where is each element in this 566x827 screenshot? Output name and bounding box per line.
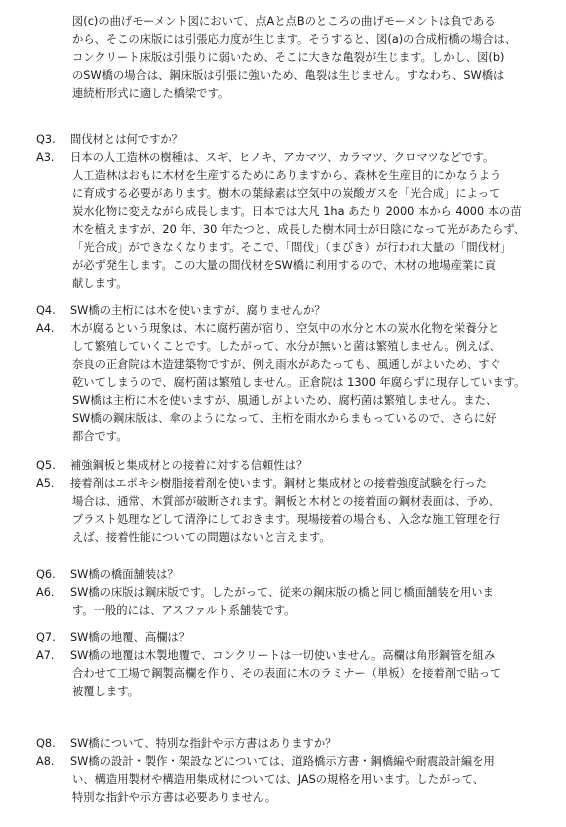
answer-line: ブラスト処理などして清浄にしておきます。現場接着の場合も、入念な施工管理を行 bbox=[72, 513, 501, 526]
question-text: SW橋の主桁には木を使いますが、腐りませんか？ bbox=[70, 304, 326, 317]
answer-line: 「光合成」ができなくなります。そこで、「間伐」（まびき）が行われ大量の「間伐材」 bbox=[72, 241, 512, 254]
answer-first-line bbox=[0, 149, 566, 167]
answer-line: 炭水化物に変えながら成長します。日本では大凡 1ha あたり 2000 本から 4000 本の苗 bbox=[72, 205, 522, 218]
answer-text: 木が腐るという現象は、木に腐朽菌が宿り、空気中の水分と木の炭水化物を栄養分と bbox=[70, 322, 500, 335]
answer-line: 奈良の正倉院は木造建築物ですが、例え雨水があたっても、風通しがよいため、すぐ bbox=[72, 358, 501, 371]
answer-first-line bbox=[0, 647, 566, 665]
answer-label: A4. bbox=[36, 322, 55, 335]
question-label: Q5. bbox=[36, 459, 56, 472]
answer-text: SW橋の地覆は木製地覆で、コンクリートは一切使いません。高欄は角形鋼管を組み bbox=[70, 649, 496, 662]
intro-line: 図(c)の曲げモーメント図において、点Aと点Bのところの曲げモーメントは負である bbox=[72, 15, 496, 28]
answer-label: A3. bbox=[36, 151, 55, 164]
question-label: Q8. bbox=[36, 737, 56, 750]
answer-line: 都合です。 bbox=[72, 430, 128, 443]
question-text: SW橋について、特別な指針や示方書はありますか？ bbox=[70, 737, 337, 750]
answer-line: して繁殖していくことです。したがって、水分が無いと菌は繁殖しません。例えば、 bbox=[72, 340, 501, 353]
question-text: SW橋の地覆、高欄は？ bbox=[70, 631, 191, 644]
answer-line: えば、接着性能についての問題はないと言えます。 bbox=[72, 531, 331, 544]
question-label: Q4. bbox=[36, 304, 56, 317]
intro-line: コンクリート床版は引張りに弱いため、そこに大きな亀裂が生じます。しかし、図(b) bbox=[72, 51, 505, 64]
answer-line: 献します。 bbox=[72, 277, 128, 290]
qa-item-q5 bbox=[0, 457, 566, 547]
qa-item-q8 bbox=[0, 735, 566, 807]
answer-line: SW橋の鋼床版は、傘のようになって、主桁を雨水からまもっているので、さらに好 bbox=[72, 412, 497, 425]
answer-text: 日本の人工造林の樹種は、スギ、ヒノキ、アカマツ、カラマツ、クロマツなどです。 bbox=[70, 151, 495, 164]
answer-text: SW橋の床版は鋼床版です。したがって、従来の鋼床版の橋と同じ橋面舗装を用いま bbox=[70, 586, 494, 599]
question-label: Q7. bbox=[36, 631, 56, 644]
answer-line: 乾いてしまうので、腐朽菌は繁殖しません。正倉院は 1300 年腐らずに現存しています。 bbox=[72, 376, 526, 389]
question-line bbox=[0, 566, 566, 584]
answer-line: 合わせて工場で鋼製高欄を作り、その表面に木のラミナー（単板）を接着剤で貼って bbox=[72, 667, 502, 680]
question-line bbox=[0, 131, 566, 149]
qa-item-q6 bbox=[0, 566, 566, 620]
answer-line: 特別な指針や示方書は必要ありません。 bbox=[72, 791, 277, 804]
answer-line: SW橋は主桁に木を使いますが、風通しがよいため、腐朽菌は繁殖しません。また、 bbox=[72, 394, 498, 407]
qa-item-q7 bbox=[0, 629, 566, 701]
question-text: 補強鋼板と集成材との接着に対する信頼性は？ bbox=[70, 459, 308, 472]
intro-paragraph bbox=[0, 13, 566, 103]
answer-line: 場合は、通常、木質部が破断されます。鋼板と木材との接着面の鋼材表面は、予め、 bbox=[72, 495, 500, 508]
intro-line: のSW橋の場合は、鋼床版は引張に強いため、亀裂は生じません。すなわち、SW橋は bbox=[72, 69, 505, 82]
question-text: SW橋の橋面舗装は？ bbox=[70, 568, 179, 581]
question-label: Q6. bbox=[36, 568, 56, 581]
answer-line: す。一般的には、アスファルト系舗装です。 bbox=[72, 604, 296, 617]
question-label: Q3. bbox=[36, 133, 56, 146]
qa-item-q4 bbox=[0, 302, 566, 446]
answer-line: 被覆します。 bbox=[72, 685, 139, 698]
answer-line: に育成する必要があります。樹木の葉緑素は空気中の炭酸ガスを「光合成」によって bbox=[72, 187, 501, 200]
answer-first-line bbox=[0, 320, 566, 338]
answer-line: が必ず発生します。この大量の間伐材をSW橋に利用するので、木材の地場産業に貢 bbox=[72, 259, 496, 272]
intro-line: から、そこの床版には引張応力度が生じます。そうすると、図(a)の合成桁橋の場合は、 bbox=[72, 33, 517, 46]
answer-first-line bbox=[0, 584, 566, 602]
question-text: 間伐材とは何ですか？ bbox=[70, 133, 183, 146]
answer-first-line bbox=[0, 753, 566, 771]
answer-label: A5. bbox=[36, 477, 55, 490]
answer-line: い、構造用製材や構造用集成材については、JASの規格を用います。したがって、 bbox=[72, 773, 485, 786]
answer-text: SW橋の設計・製作・架設などについては、道路橋示方書・鋼橋編や耐震設計編を用 bbox=[70, 755, 495, 768]
answer-text: 接着剤はエポキシ樹脂接着剤を使います。鋼材と集成材との接着強度試験を行った bbox=[70, 477, 487, 490]
intro-line: 連続桁形式に適した橋梁です。 bbox=[72, 87, 230, 100]
question-line bbox=[0, 457, 566, 475]
answer-line: 人工造林はおもに木材を生産するためにありますから、森林を生産目的にかなうよう bbox=[72, 169, 502, 182]
answer-first-line bbox=[0, 475, 566, 493]
question-line bbox=[0, 629, 566, 647]
answer-label: A8. bbox=[36, 755, 55, 768]
answer-label: A7. bbox=[36, 649, 55, 662]
question-line bbox=[0, 302, 566, 320]
qa-item-q3 bbox=[0, 131, 566, 293]
answer-label: A6. bbox=[36, 586, 55, 599]
question-line bbox=[0, 735, 566, 753]
answer-line: 木を植えますが、20 年、30 年たつと、成長した樹木同士が日陰になって光があたらず、 bbox=[72, 223, 526, 236]
